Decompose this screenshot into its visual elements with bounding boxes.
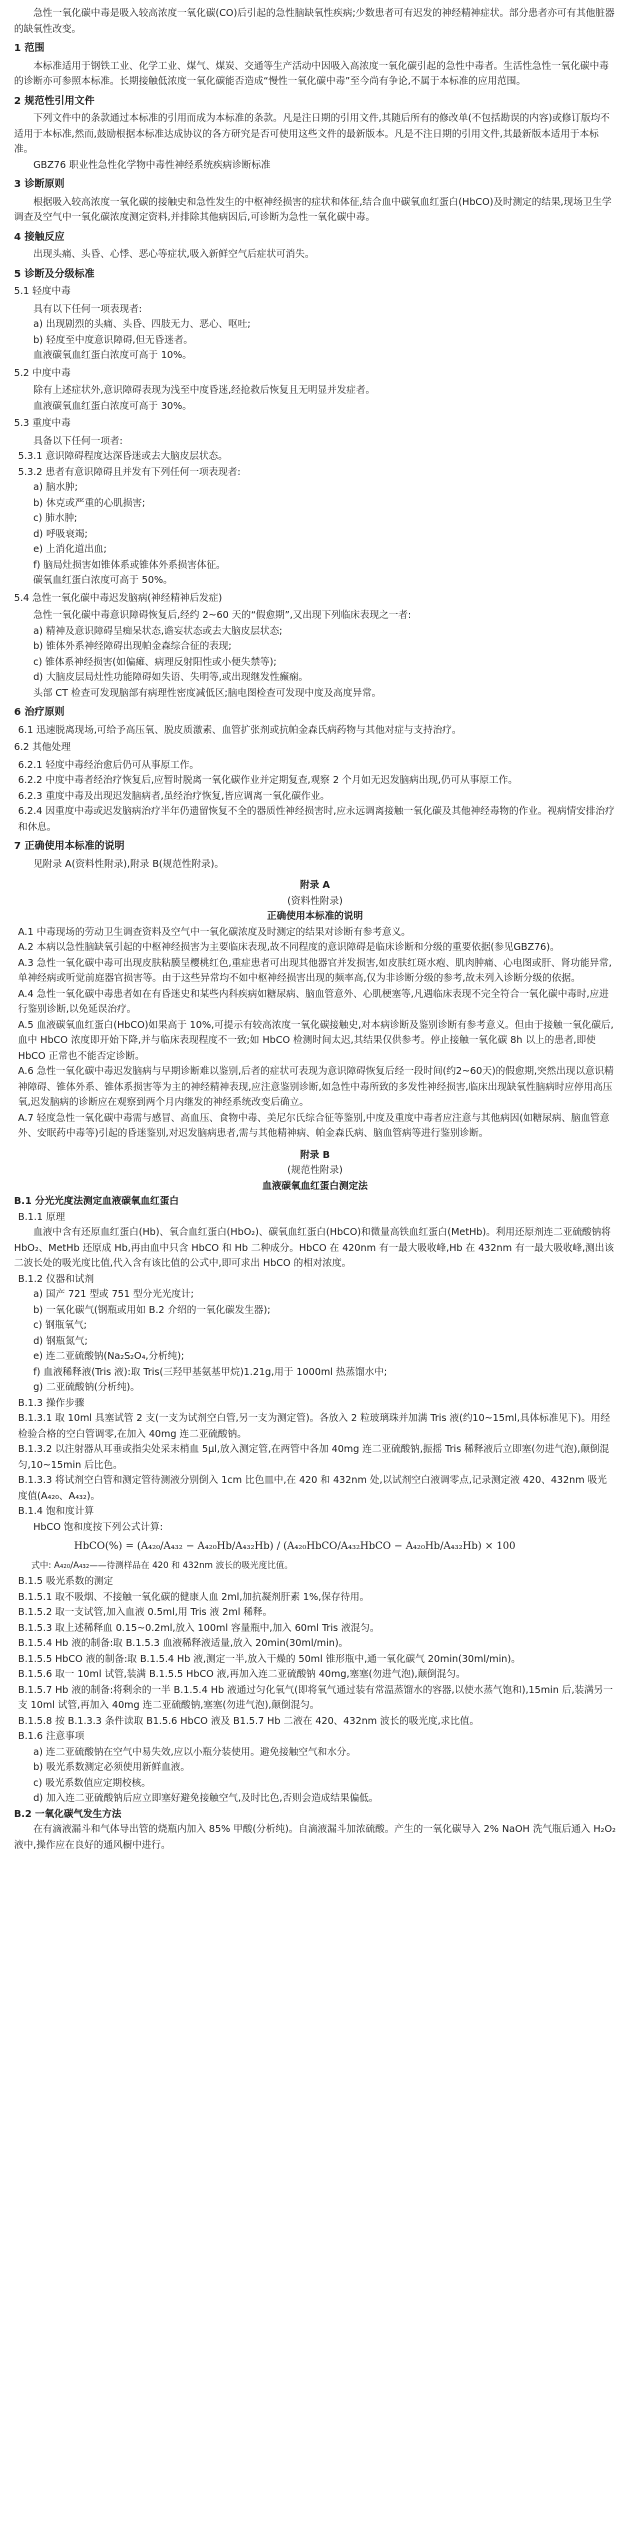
- clause-item: B.1.5.6 取一 10ml 试管,装满 B.1.5.5 HbCO 液,再加入连二亚硫酸钠 40mg,塞塞(勿进气泡),颠倒混匀。: [18, 1669, 466, 1680]
- appendix-title: 附录 B: [300, 1149, 330, 1161]
- clause-item: B.1.5.2 取一支试管,加入血液 0.5ml,用 Tris 液 2ml 稀释。: [18, 1607, 273, 1618]
- list-item: b) 休克或严重的心肌损害;: [33, 497, 146, 509]
- section-text: 出现头痛、头昏、心悸、恶心等症状,吸入新鲜空气后症状可消失。: [33, 249, 315, 260]
- list-item: f) 血液稀释液(Tris 液):取 Tris(三羟甲基氨基甲烷)1.21g,用于 1000ml 热蒸馏水中;: [33, 1366, 388, 1378]
- clause-item: B.1.3.2 以注射器从耳垂或指尖处采末梢血 5μl,放入测定管,在两管中各加 40mg 连二亚硫酸钠,振摇 Tris 稀释液后立即塞(勿进气泡),颠倒混匀,10~15min 后比色。: [18, 1444, 610, 1471]
- subsection-heading: 5.3 重度中毒: [14, 418, 71, 429]
- clause-heading: B.1 分光光度法测定血液碳氧血红蛋白: [14, 1196, 179, 1207]
- subsection-text: 除有上述症状外,意识障碍表现为浅至中度昏迷,经抢救后恢复且无明显并发症者。: [33, 385, 376, 396]
- reference-item: GBZ76 职业性急性化学物中毒性神经系统疾病诊断标准: [33, 159, 271, 171]
- clause-text: HbCO 饱和度按下列公式计算:: [33, 1521, 163, 1533]
- section-3: [14, 177, 616, 226]
- clause-item: 6.2.3 重度中毒及出现迟发脑病者,虽经治疗恢复,皆应调离一氧化碳作业。: [18, 790, 330, 802]
- section-heading: 1 范围: [14, 43, 45, 54]
- appendix-item: A.5 血液碳氧血红蛋白(HbCO)如果高于 10%,可提示有较高浓度一氧化碳接触史,对本病诊断及鉴别诊断有参考意义。但由于接触一氧化碳后,血中 HbCO 浓度即开始下降,并与临床表现程度不一致;如 HbCO 检测时间太迟,其结果仅供参考。停止接触一氧化碳 8h 以上的患者,即使 HbCO 正常也不能否定诊断。: [18, 1019, 614, 1062]
- section-7: [14, 839, 616, 872]
- clause-heading: B.1.1 原理: [18, 1211, 66, 1223]
- list-item: c) 吸光系数值应定期校核。: [33, 1777, 151, 1789]
- clause-item: B.1.3.1 取 10ml 具塞试管 2 支(一支为试剂空白管,另一支为测定管)。各放入 2 粒玻璃珠并加满 Tris 液(约10~15ml,具体标准见下)。用经检验合格的空白管调零,在加入 40mg 连二亚硫酸钠。: [18, 1413, 611, 1440]
- appendix-name: 正确使用本标准的说明: [267, 911, 363, 922]
- clause-heading: B.2 一氧化碳气发生方法: [14, 1808, 122, 1820]
- appendix-item: A.7 轻度急性一氧化碳中毒需与感冒、高血压、食物中毒、美尼尔氏综合征等鉴别,中度及重度中毒者应注意与其他病因(如糖尿病、脑血管意外、安眠药中毒等)引起的昏迷鉴别,对迟发脑病患者,需与其他精神病、帕金森氏病、脑血管病等进行鉴别诊断。: [18, 1112, 610, 1139]
- clause-item: 6.2.2 中度中毒者经治疗恢复后,应暂时脱离一氧化碳作业并定期复查,观察 2 个月如无迟发脑病出现,仍可从事原工作。: [18, 775, 518, 786]
- clause-heading: B.1.4 饱和度计算: [18, 1506, 94, 1517]
- section-heading: 6 治疗原则: [14, 707, 65, 718]
- list-item: d) 呼吸衰竭;: [33, 528, 88, 540]
- list-item: a) 精神及意识障碍呈痴呆状态,谵妄状态或去大脑皮层状态;: [33, 625, 283, 637]
- subsection-note: 头部 CT 检查可发现脑部有病理性密度减低区;脑电图检查可发现中度及高度异常。: [33, 687, 382, 699]
- clause-item: 6.2.4 因重度中毒或迟发脑病治疗半年仍遗留恢复不全的器质性神经损害时,应永远调离接触一氧化碳及其他神经毒物的作业。视病情安排治疗和休息。: [18, 806, 615, 833]
- list-item: e) 连二亚硫酸钠(Na₂S₂O₄,分析纯);: [33, 1351, 185, 1362]
- clause-item: 5.3.2 患者有意识障碍且并发有下列任何一项表现者:: [18, 466, 241, 478]
- section-text: 根据吸入较高浓度一氧化碳的接触史和急性发生的中枢神经损害的症状和体征,结合血中碳氧血红蛋白(HbCO)及时测定的结果,现场卫生学调查及空气中一氧化碳浓度测定资料,并排除其他病因后,可诊断为急性一氧化碳中毒。: [14, 196, 612, 223]
- appendix-item: A.3 急性一氧化碳中毒可出现皮肤粘膜呈樱桃红色,重症患者可出现其他器官并发损害,如皮肤红斑水疱、肌肉肿痛、心电图或肝、肾功能异常,单神经病或听觉前庭器官损害等。由于这些异常均不如中枢神经损害出现的频率高,仅为非诊断分级的参考,故未列入诊断分级的依据。: [18, 957, 612, 984]
- section-heading: 2 规范性引用文件: [14, 95, 95, 107]
- list-item: g) 二亚硫酸钠(分析纯)。: [33, 1382, 140, 1393]
- subsection-heading: 6.2 其他处理: [14, 742, 71, 753]
- clause-text: 血液中含有还原血红蛋白(Hb)、氧合血红蛋白(HbO₂)、碳氧血红蛋白(HbCO)和微量高铁血红蛋白(MetHb)。利用还原剂连二亚硫酸钠将 HbO₂、MetHb 还原成 Hb,再由血中只含 HbCO 和 Hb 二种成分。HbCO 在 420nm 有一最大吸收峰,Hb 在 432nm 有一最大吸收峰,测出该二波长处的吸光度比值,代入含有该比值的公式中,即可求出 HbCO 的相对浓度。: [14, 1227, 614, 1269]
- appendix-item: A.6 急性一氧化碳中毒迟发脑病与早期诊断难以鉴别,后者的症状可表现为意识障碍恢复后经一段时间(约2~60天)的假愈期,突然出现以意识精神障碍、锥体外系、锥体系损害等为主的神经精神表现,应注意鉴别诊断,如急性中毒所致的多发性神经损害,临床出现缺氧性脑病时应停用高压氧,迟发脑病的诊断应在观察到两个月内继发的神经系统改变后确立。: [18, 1066, 614, 1108]
- clause-item: B.1.5.8 按 B.1.3.3 条件读取 B1.5.6 HbCO 液及 B1.5.7 Hb 二液在 420、432nm 波长的吸光度,求比值。: [18, 1715, 480, 1727]
- section-heading: 5 诊断及分级标准: [14, 268, 95, 280]
- list-item: d) 加入连二亚硫酸钠后应立即塞好避免接触空气,及时比色,否则会造成结果偏低。: [33, 1793, 379, 1804]
- section-heading: 3 诊断原则: [14, 179, 65, 190]
- clause-item: B.1.5.4 Hb 液的制备:取 B.1.5.3 血液稀释液适量,放入 20min(30ml/min)。: [18, 1638, 349, 1649]
- clause-item: B.1.5.3 取上述稀释血 0.15~0.2ml,放入 100ml 容量瓶中,加入 60ml Tris 液混匀。: [18, 1622, 380, 1634]
- clause-text: 在有滴液漏斗和气体导出管的烧瓶内加入 85% 甲酸(分析纯)。自滴液漏斗加浓硫酸。产生的一氧化碳导入 2% NaOH 洗气瓶后通入 H₂O₂ 液中,操作应在良好的通风橱中进行。: [14, 1824, 616, 1851]
- clause-heading: B.1.6 注意事项: [18, 1731, 85, 1742]
- appendix-name: 血液碳氧血红蛋白测定法: [262, 1180, 368, 1192]
- subsection-note: 血液碳氧血红蛋白浓度可高于 10%。: [33, 350, 192, 361]
- list-item: b) 轻度至中度意识障碍,但无昏迷者。: [33, 334, 194, 346]
- section-heading: 7 正确使用本标准的说明: [14, 841, 125, 852]
- appendix-b: [14, 1148, 616, 1854]
- appendix-title: 附录 A: [300, 880, 330, 891]
- list-item: d) 钢瓶氮气;: [33, 1335, 88, 1347]
- section-2: [14, 94, 616, 174]
- list-item: a) 脑水肿;: [33, 482, 78, 493]
- list-item: c) 锥体系神经损害(如偏瘫、病理反射阳性或小便失禁等);: [33, 656, 277, 668]
- section-text: 本标准适用于钢铁工业、化学工业、煤气、煤炭、交通等生产活动中因吸入高浓度一氧化碳引起的急性中毒者。生活性急性一氧化碳中毒的诊断亦可参照本标准。长期接触低浓度一氧化碳能否造成“慢性一氧化碳中毒”至今尚有争论,不属于本标准的应用范围。: [14, 60, 609, 87]
- list-item: a) 连二亚硫酸钠在空气中易失效,应以小瓶分装使用。避免接触空气和水分。: [33, 1746, 356, 1758]
- subsection-note: 碳氧血红蛋白浓度可高于 50%。: [33, 575, 173, 586]
- list-item: c) 肺水肿;: [33, 513, 78, 524]
- subsection-heading: 5.1 轻度中毒: [14, 286, 71, 297]
- clause-heading: B.1.5 吸光系数的测定: [18, 1576, 114, 1587]
- subsection-note: 血液碳氧血红蛋白浓度可高于 30%。: [33, 400, 192, 412]
- list-item: f) 脑局灶损害如锥体系或锥体外系损害体征。: [33, 559, 226, 571]
- appendix-subtitle: (资料性附录): [287, 895, 343, 907]
- appendix-subtitle: (规范性附录): [287, 1165, 343, 1176]
- list-item: a) 出现剧烈的头痛、头昏、四肢无力、恶心、呕吐;: [33, 319, 251, 330]
- clause-heading: B.1.3 操作步骤: [18, 1397, 85, 1409]
- clause-item: B.1.5.7 Hb 液的制备:将剩余的一半 B.1.5.4 Hb 液通过匀化氧气(即将氧气通过装有常温蒸馏水的容器,以使水蒸气饱和),15min 后,装满另一支 10ml 试管,再加入 40mg 连二亚硫酸钠,塞塞(勿进气泡),颠倒混匀。: [18, 1684, 613, 1711]
- appendix-item: A.1 中毒现场的劳动卫生调查资料及空气中一氧化碳浓度及时测定的结果对诊断有参考意义。: [18, 926, 411, 938]
- clause-item: 6.1 迅速脱离现场,可给予高压氧、脱皮质激素、血管扩张剂或抗帕金森氏病药物与其他对症与支持治疗。: [18, 724, 462, 736]
- clause-item: B.1.3.3 将试剂空白管和测定管待测液分别倒入 1cm 比色皿中,在 420 和 432nm 处,以试剂空白液调零点,记录测定液 420、432nm 吸光度值(A₄₂₀、A₄₃₂)。: [18, 1475, 607, 1502]
- clause-item: B.1.5.1 取不吸烟、不接触一氧化碳的健康人血 2ml,加抗凝剂肝素 1%,保存待用。: [18, 1591, 370, 1603]
- section-1: [14, 41, 616, 90]
- section-4: [14, 230, 616, 263]
- list-item: b) 一氧化碳气(钢瓶或用如 B.2 介绍的一氧化碳发生器);: [33, 1304, 271, 1316]
- hbco-formula: HbCO(%) = (A₄₂₀/A₄₃₂ − A₄₂₀Hb/A₄₃₂Hb) / (A₄₂₀HbCO/A₄₃₂HbCO − A₄₂₀Hb/A₄₃₂Hb) × 100: [74, 1541, 516, 1552]
- section-text: 见附录 A(资料性附录),附录 B(规范性附录)。: [33, 858, 224, 870]
- clause-item: B.1.5.5 HbCO 液的制备:取 B.1.5.4 Hb 液,测定一半,放入干燥的 50ml 锥形瓶中,通一氧化碳气 20min(30ml/min)。: [18, 1653, 521, 1665]
- formula-note: 式中: A₄₂₀/A₄₃₂——待测样品在 420 和 432nm 波长的吸光度比值。: [31, 1560, 293, 1571]
- intro-paragraph: 急性一氧化碳中毒是吸入较高浓度一氧化碳(CO)后引起的急性脑缺氧性疾病;少数患者可有迟发的神经精神症状。部分患者亦可有其他脏器的缺氧性改变。: [14, 8, 615, 35]
- subsection-text: 急性一氧化碳中毒意识障碍恢复后,经约 2~60 天的“假愈期”,又出现下列临床表现之一者:: [33, 610, 412, 621]
- list-item: a) 国产 721 型或 751 型分光光度计;: [33, 1289, 194, 1300]
- subsection-text: 具备以下任何一项者:: [33, 435, 123, 447]
- list-item: e) 上消化道出血;: [33, 544, 107, 555]
- list-item: d) 大脑皮层局灶性功能障碍如失语、失明等,或出现继发性癫痫。: [33, 672, 309, 683]
- appendix-item: A.2 本病以急性脑缺氧引起的中枢神经损害为主要临床表现,故不同程度的意识障碍是临床诊断和分级的重要依据(参见GBZ76)。: [18, 942, 560, 953]
- list-item: c) 钢瓶氧气;: [33, 1320, 87, 1331]
- section-5: [14, 267, 616, 836]
- clause-item: 5.3.1 意识障碍程度达深昏迷或去大脑皮层状态。: [18, 451, 228, 462]
- section-heading: 4 接触反应: [14, 231, 65, 243]
- subsection-text: 具有以下任何一项表现者:: [33, 303, 142, 315]
- appendix-a: [14, 878, 616, 1142]
- clause-item: 6.2.1 轻度中毒经治愈后仍可从事原工作。: [18, 759, 199, 771]
- appendix-item: A.4 急性一氧化碳中毒患者如在有昏迷史和某些内科疾病如糖尿病、脑血管意外、心肌梗塞等,凡遇临床表现不完全符合一氧化碳中毒时,应进行鉴别诊断,以免延误治疗。: [18, 988, 609, 1015]
- subsection-heading: 5.4 急性一氧化碳中毒迟发脑病(神经精神后发症): [14, 592, 223, 604]
- section-text: 下列文件中的条款通过本标准的引用而成为本标准的条款。凡是注日期的引用文件,其随后所有的修改单(不包括勘误的内容)或修订版均不适用于本标准,然而,鼓励根据本标准达成协议的各方研究是否可使用这些文件的最新版本。凡是不注日期的引用文件,其最新版本适用于本标准。: [14, 113, 610, 155]
- clause-heading: B.1.2 仪器和试剂: [18, 1273, 94, 1285]
- subsection-heading: 5.2 中度中毒: [14, 367, 71, 379]
- list-item: b) 锥体外系神经障碍出现帕金森综合征的表现;: [33, 641, 232, 652]
- list-item: b) 吸光系数测定必须使用新鲜血液。: [33, 1762, 190, 1773]
